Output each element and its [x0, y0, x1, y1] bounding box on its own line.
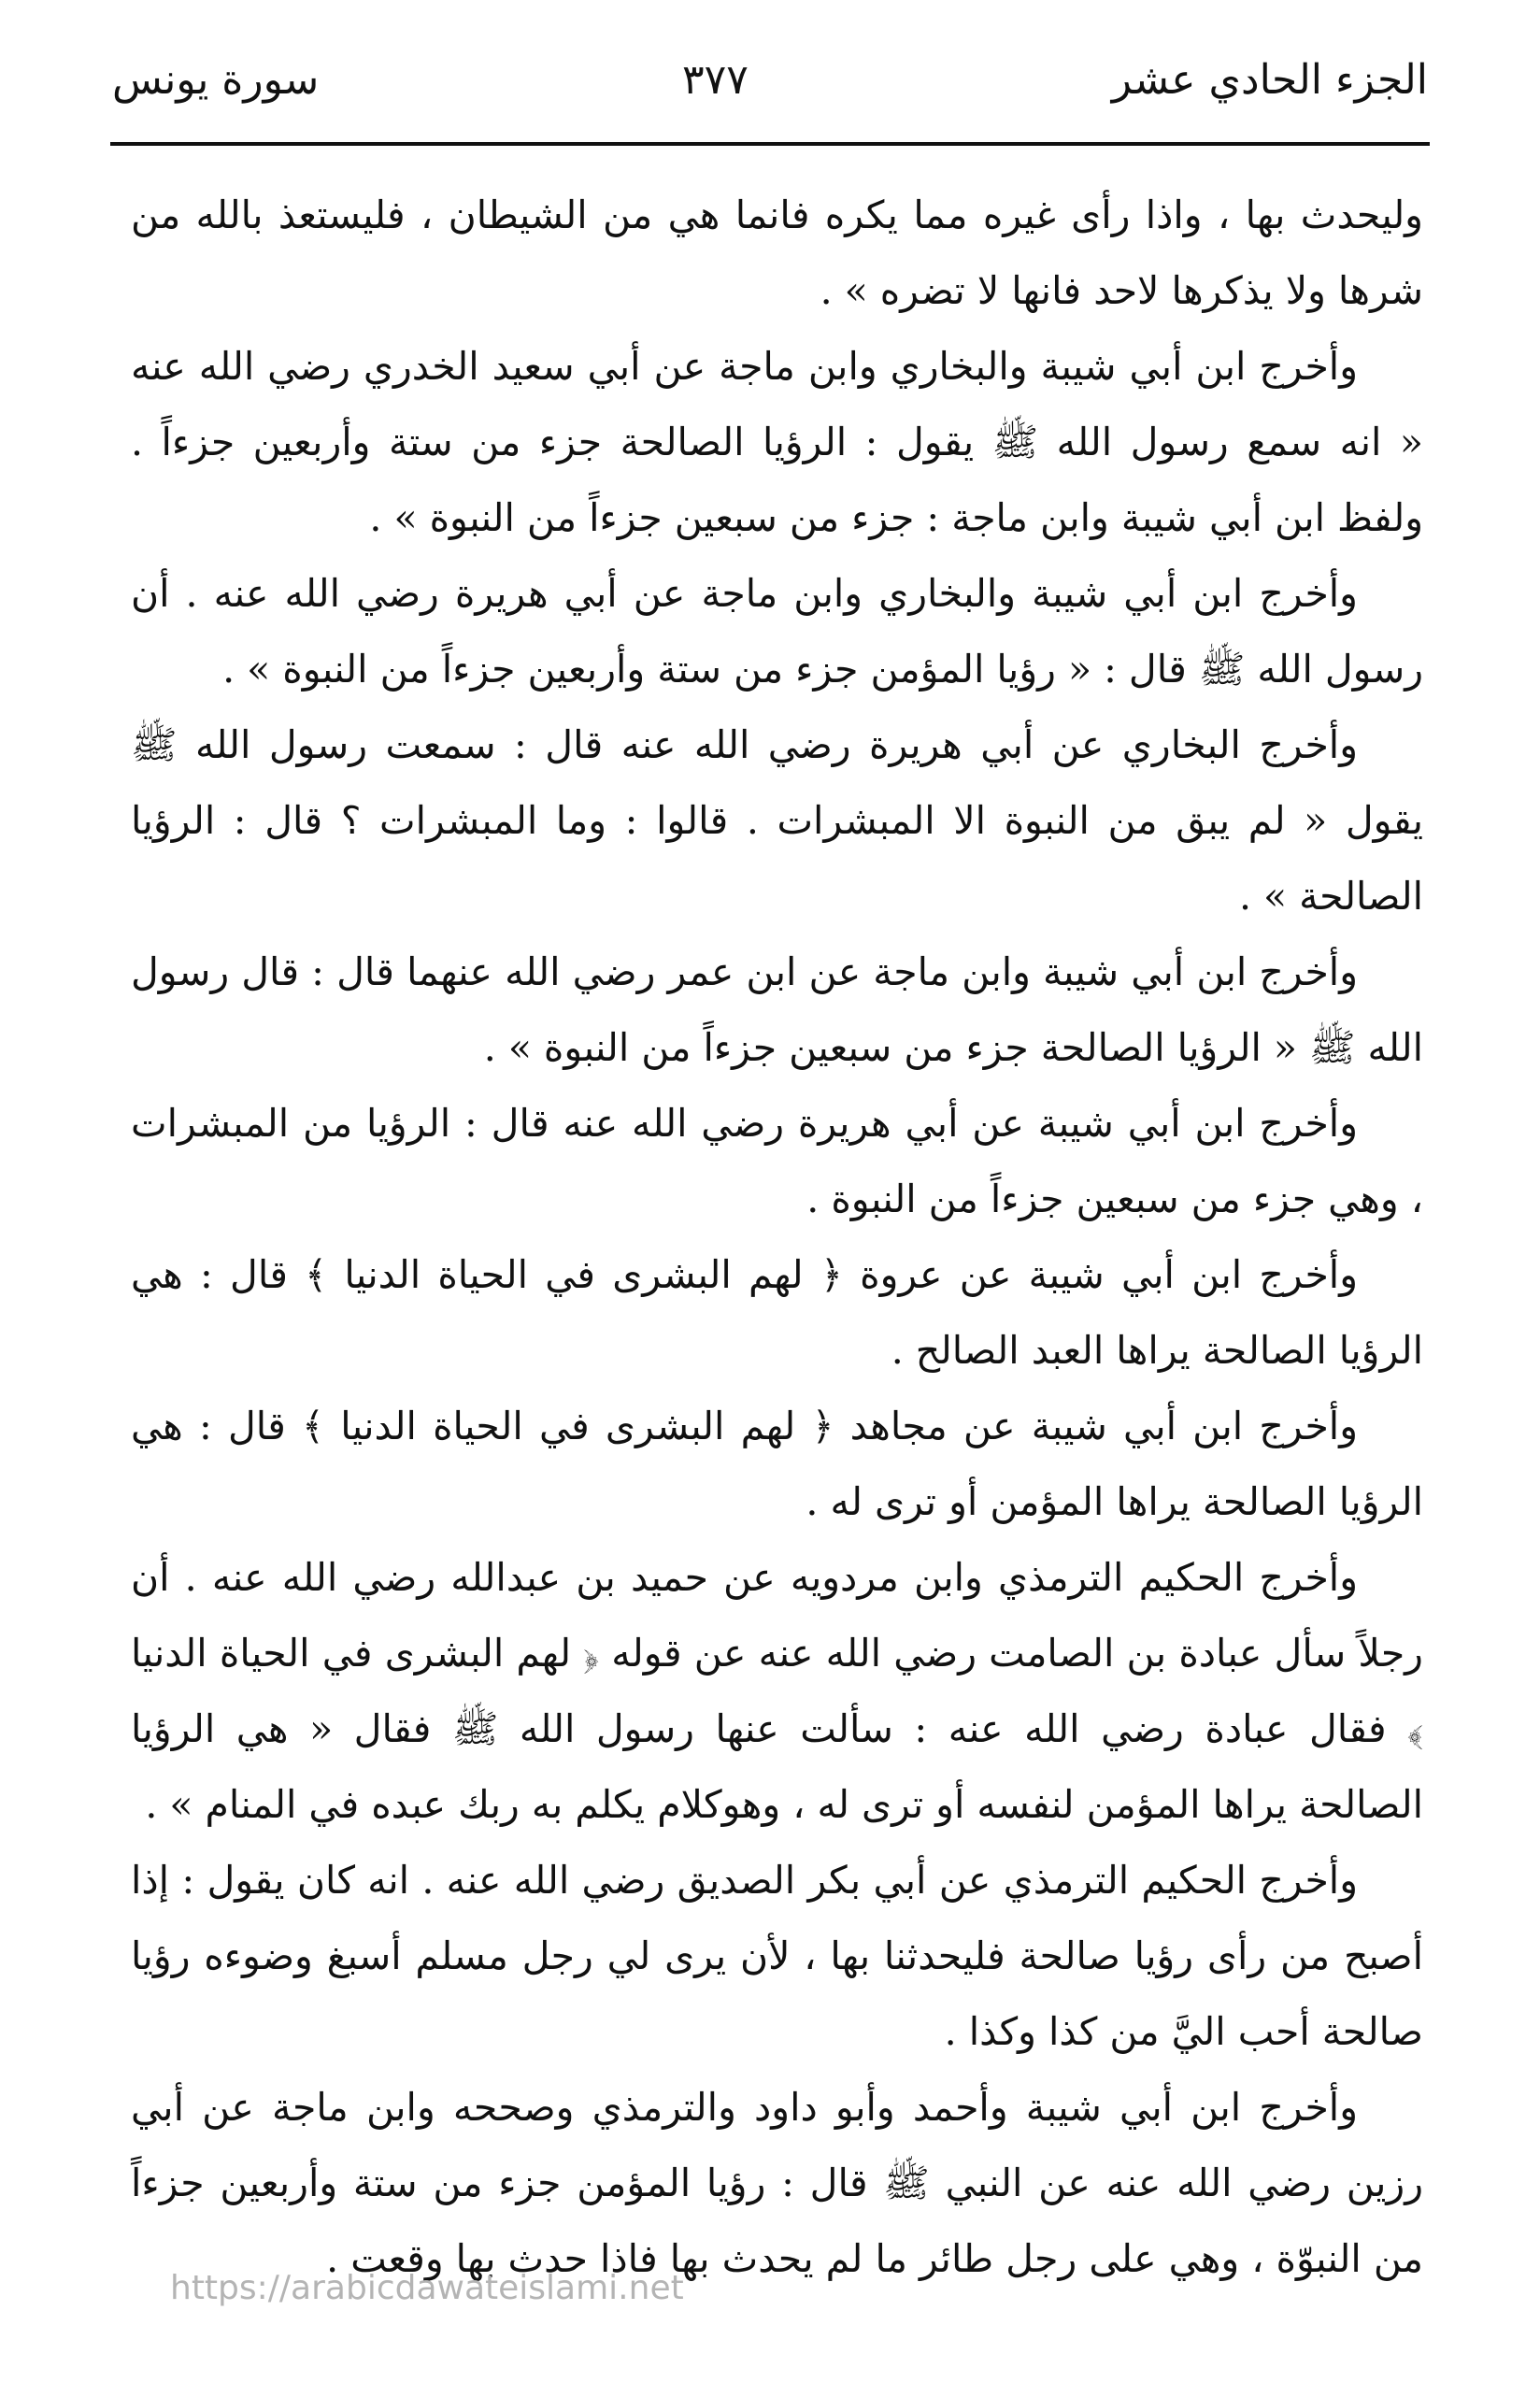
- surah-title: سورة يونس: [112, 55, 320, 104]
- paragraph: وأخرج ابن أبي شيبة عن أبي هريرة رضي الله عنه قال : الرؤيا من المبشرات ، وهي جزء من سبعين جزءاً من النبوة .: [131, 1101, 1423, 1221]
- paragraph: وأخرج الحكيم الترمذي عن أبي بكر الصديق رضي الله عنه . انه كان يقول : إذا أصبح من رأى رؤيا صالحة فليحدثنا بها ، لأن يرى لي رجل مسلم أسبغ وضوءه رؤيا صالحة أحب اليَّ من كذا وكذا .: [131, 1858, 1423, 2054]
- page-header: [112, 37, 1428, 121]
- part-title: الجزء الحادي عشر: [1111, 55, 1428, 104]
- watermark-url: https://arabicdawateislami.net: [170, 2269, 684, 2307]
- paragraph: وأخرج البخاري عن أبي هريرة رضي الله عنه قال : سمعت رسول الله ﷺ يقول « لم يبق من النبوة الا المبشرات . قالوا : وما المبشرات ؟ قال : الرؤيا الصالحة » .: [131, 722, 1423, 919]
- page-body: [131, 178, 1423, 2297]
- page-number: ٣٧٧: [682, 55, 749, 104]
- paragraph: وأخرج ابن أبي شيبة وأحمد وأبو داود والترمذي وصححه وابن ماجة عن أبي رزين رضي الله عنه عن النبي ﷺ قال : رؤيا المؤمن جزء من ستة وأربعين جزءاً من النبوّة ، وهي على رجل طائر ما لم يحدث بها فاذا حدث بها وقعت .: [131, 2085, 1423, 2281]
- paragraph: وأخرج ابن أبي شيبة والبخاري وابن ماجة عن أبي هريرة رضي الله عنه . أن رسول الله ﷺ قال : « رؤيا المؤمن جزء من ستة وأربعين جزءاً من النبوة » .: [131, 571, 1423, 692]
- paragraph: وأخرج ابن أبي شيبة عن مجاهد ﴿ لهم البشرى في الحياة الدنيا ﴾ قال : هي الرؤيا الصالحة يراها المؤمن أو ترى له .: [131, 1404, 1423, 1524]
- paragraph: وليحدث بها ، واذا رأى غيره مما يكره فانما هي من الشيطان ، فليستعذ بالله من شرها ولا يذكرها لاحد فانها لا تضره » .: [131, 193, 1423, 313]
- paragraph: وأخرج ابن أبي شيبة والبخاري وابن ماجة عن أبي سعيد الخدري رضي الله عنه « انه سمع رسول الله ﷺ يقول : الرؤيا الصالحة جزء من ستة وأربعين جزءاً . ولفظ ابن أبي شيبة وابن ماجة : جزء من سبعين جزءاً من النبوة » .: [131, 344, 1423, 540]
- paragraph: وأخرج ابن أبي شيبة عن عروة ﴿ لهم البشرى في الحياة الدنيا ﴾ قال : هي الرؤيا الصالحة يراها العبد الصالح .: [131, 1252, 1423, 1373]
- paragraph: وأخرج الحكيم الترمذي وابن مردويه عن حميد بن عبدالله رضي الله عنه . أن رجلاً سأل عبادة بن الصامت رضي الله عنه عن قوله ﴿ لهم البشرى في الحياة الدنيا ﴾ فقال عبادة رضي الله عنه : سألت عنها رسول الله ﷺ فقال « هي الرؤيا الصالحة يراها المؤمن لنفسه أو ترى له ، وهوكلام يكلم به ربك عبده في المنام » .: [131, 1555, 1423, 1827]
- header-divider: [110, 142, 1430, 146]
- paragraph: وأخرج ابن أبي شيبة وابن ماجة عن ابن عمر رضي الله عنهما قال : قال رسول الله ﷺ « الرؤيا الصالحة جزء من سبعين جزءاً من النبوة » .: [131, 949, 1423, 1070]
